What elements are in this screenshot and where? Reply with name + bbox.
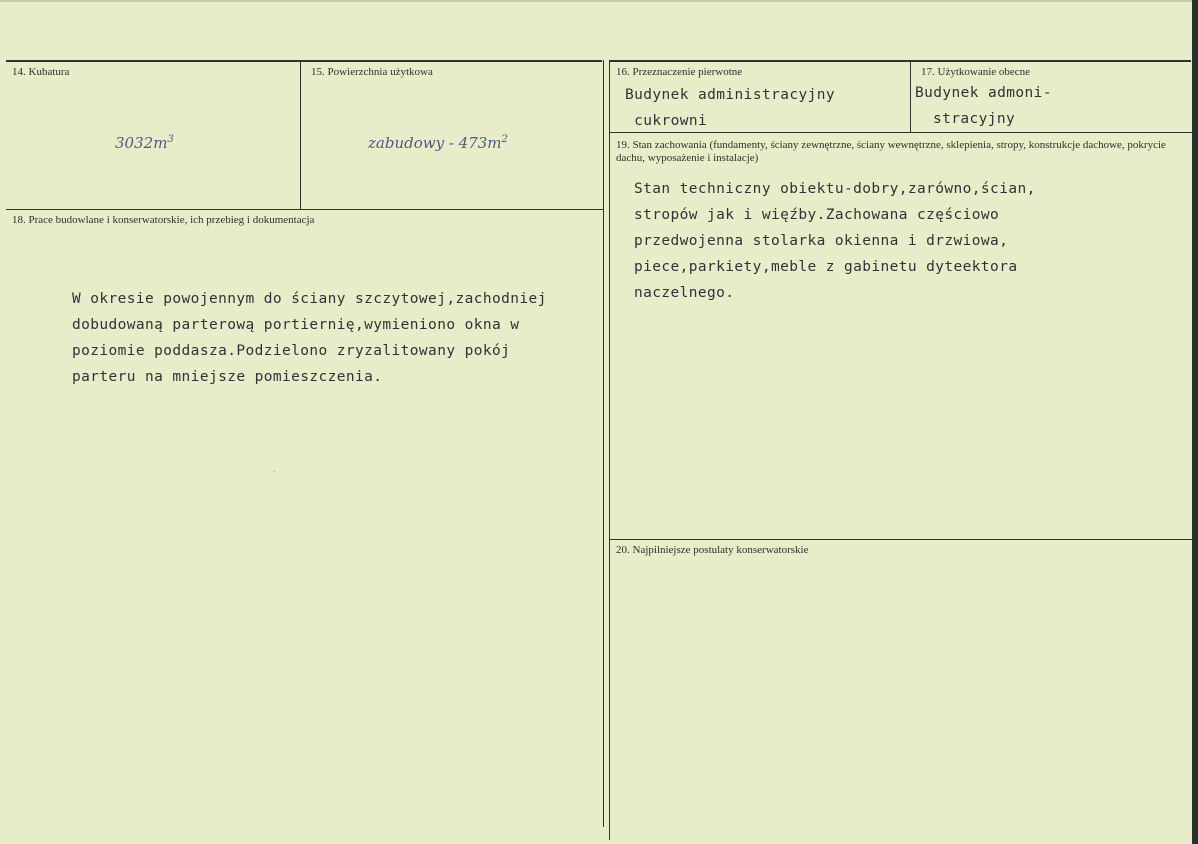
top-rule-left <box>6 60 602 62</box>
field-19-line-1: Stan techniczny obiektu-dobry,zarówno,ścian, <box>634 181 1036 197</box>
field-17-line-2: stracyjny <box>933 111 1016 127</box>
divider-16-17 <box>910 60 911 132</box>
field-18-label: 18. Prace budowlane i konserwatorskie, ich przebieg i dokumentacja <box>12 214 315 226</box>
field-19-label: 19. Stan zachowania (fundamenty, ściany zewnętrzne, ściany wewnętrzne, sklepienia, stropy, konstrukcje dachowe, pokrycie dachu, wyposażenie i instalacje) <box>616 139 1166 164</box>
field-19-line-5: naczelnego. <box>634 285 735 301</box>
field-18-line-2: dobudowaną parterową portiernię,wymieniono okna w <box>72 317 520 333</box>
field-19-line-4: piece,parkiety,meble z gabinetu dyteektora <box>634 259 1018 275</box>
field-16-label: 16. Przeznaczenie pierwotne <box>616 66 743 78</box>
field-15-label: 15. Powierzchnia użytkowa <box>311 66 433 78</box>
center-divider-right <box>609 60 610 840</box>
field-14-value-unit: m <box>153 134 168 152</box>
bleed-through-mark: · <box>272 462 277 478</box>
top-edge <box>0 0 1198 2</box>
field-20-label: 20. Najpilniejsze postulaty konserwatorskie <box>616 544 809 556</box>
field-18-line-4: parteru na mniejsze pomieszczenia. <box>72 369 383 385</box>
field-16-line-1: Budynek administracyjny <box>625 87 835 103</box>
top-rule-right <box>609 60 1191 62</box>
field-19-line-2: stropów jak i więźby.Zachowana częściowo <box>634 207 1000 223</box>
field-15-handwritten-value <box>368 134 508 152</box>
field-15-value-exponent: 2 <box>501 134 508 145</box>
field-14-label: 14. Kubatura <box>12 66 70 78</box>
center-divider-left <box>603 60 604 827</box>
right-edge <box>1192 0 1198 844</box>
field-14-handwritten-value <box>115 134 174 152</box>
field-15-value-unit: m <box>487 134 502 152</box>
field-14-value-number: 3032 <box>115 134 154 152</box>
field-19-line-3: przedwojenna stolarka okienna i drzwiowa, <box>634 233 1009 249</box>
field-17-line-1: Budynek admoni- <box>915 85 1052 101</box>
field-15-value-text: zabudowy - 473 <box>368 134 488 152</box>
field-17-label: 17. Użytkowanie obecne <box>921 66 1031 78</box>
field-18-line-3: poziomie poddasza.Podzielono zryzalitowany pokój <box>72 343 511 359</box>
rule-under-14-15 <box>6 209 604 210</box>
rule-above-20 <box>609 539 1193 540</box>
field-18-line-1: W okresie powojennym do ściany szczytowej,zachodniej <box>72 291 547 307</box>
divider-14-15 <box>300 60 301 209</box>
field-16-line-2: cukrowni <box>625 113 708 129</box>
field-14-value-exponent: 3 <box>167 134 174 145</box>
